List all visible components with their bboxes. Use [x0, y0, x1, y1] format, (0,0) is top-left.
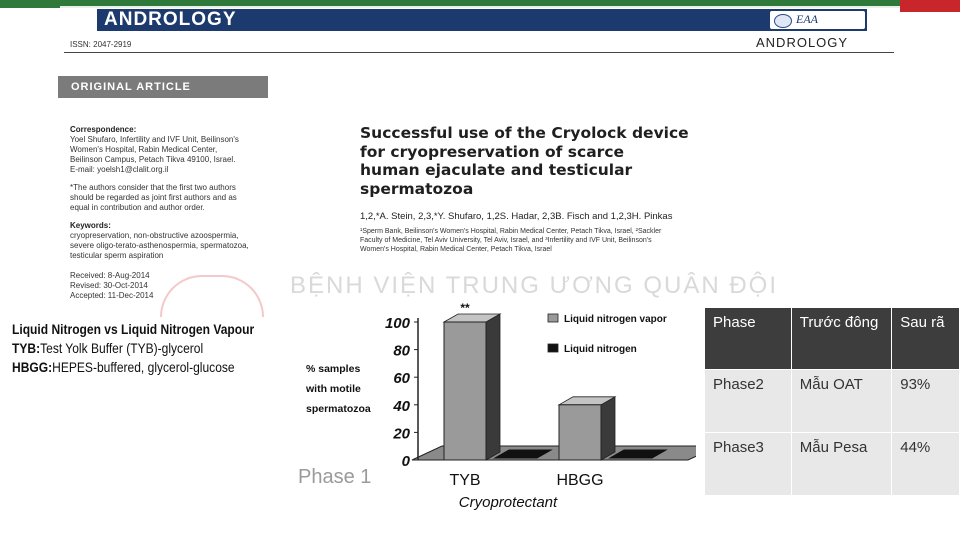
y-tick-label: 40 — [393, 397, 410, 415]
date-accepted: Accepted: 11-Dec-2014 — [70, 291, 154, 300]
author-note-line: should be regarded as joint first authors and as — [70, 193, 237, 202]
legend-label: Liquid nitrogen — [564, 344, 637, 355]
table-cell: Mẫu Pesa — [791, 433, 891, 496]
affiliation-line: Women's Hospital, Rabin Medical Center, Petach Tikva, Israel — [360, 246, 552, 253]
correspondence-line: Women's Hospital, Rabin Medical Center, — [70, 145, 218, 154]
significance-annotation: ** — [460, 301, 470, 315]
y-axis-label: spermatozoa — [306, 403, 371, 415]
table-header-cell: Phase — [705, 308, 792, 370]
keywords-line: severe oligo-terato-asthenospermia, spermatozoa, — [70, 241, 249, 250]
keywords-heading: Keywords: — [70, 221, 111, 230]
top-bar-green-left — [0, 0, 60, 8]
top-bar-stripe — [60, 6, 900, 8]
correspondence-line: Yoel Shufaro, Infertility and IVF Unit, Beilinson's — [70, 135, 239, 144]
eaa-logo — [770, 11, 865, 29]
results-table — [704, 307, 960, 496]
title-line: human ejaculate and testicular — [360, 161, 633, 179]
table-row — [705, 370, 960, 433]
author-note-line: *The authors consider that the first two authors — [70, 183, 236, 192]
society-seal-icon — [774, 14, 792, 28]
x-axis-label: Cryoprotectant — [458, 494, 558, 511]
affiliation-line: ¹Sperm Bank, Beilinson's Women's Hospital, Rabin Medical Center, Petach Tikva, Israel, ²Sackler — [360, 228, 662, 235]
keywords-line: testicular sperm aspiration — [70, 251, 164, 260]
article-type-label: ORIGINAL ARTICLE — [58, 76, 268, 98]
table-cell: 44% — [892, 433, 960, 496]
hbgg-definition: HEPES-buffered, glycerol-glucose — [52, 359, 235, 375]
hospital-watermark: BỆNH VIỆN TRUNG ƯƠNG QUÂN ĐỘI — [290, 272, 779, 299]
bar-hbgg — [559, 405, 601, 460]
journal-logo: ANDROLOGY — [104, 9, 237, 30]
table-header-row — [705, 308, 960, 370]
keywords-line: cryopreservation, non-obstructive azoospermia, — [70, 231, 239, 240]
title-line: for cryopreservation of scarce — [360, 142, 625, 161]
bar-side — [486, 314, 500, 460]
x-tick-label: HBGG — [556, 472, 604, 489]
table-header-cell: Sau rã — [892, 308, 960, 370]
table-cell: 93% — [892, 370, 960, 433]
x-tick-label: TYB — [449, 472, 481, 489]
legend-label: Liquid nitrogen vapor — [564, 314, 667, 325]
journal-name-right: ANDROLOGY — [756, 35, 849, 50]
author-affiliations — [360, 227, 900, 254]
eaa-logo-text: EAA — [796, 12, 818, 26]
bar-tyb — [444, 322, 486, 460]
title-line: spermatozoa — [360, 179, 474, 198]
y-axis-label: % samples — [306, 363, 361, 375]
affiliation-line: Faculty of Medicine, Tel Aviv University, Tel Aviv, Israel, and ³Infertility and IVF Unit, Beilinson's — [360, 237, 652, 244]
table-header-cell: Trước đông — [791, 308, 891, 370]
date-received: Received: 8-Aug-2014 — [70, 271, 150, 280]
table-cell: Phase3 — [705, 433, 792, 496]
y-tick-label: 100 — [384, 315, 410, 332]
legend-swatch — [548, 314, 558, 322]
correspondence-email: E-mail: yoelsh1@clalit.org.il — [70, 165, 169, 174]
tyb-definition: Test Yolk Buffer (TYB)-glycerol — [40, 340, 204, 356]
y-tick-label: 80 — [393, 342, 410, 360]
legend-swatch — [548, 344, 558, 352]
issn: ISSN: 2047-2919 — [70, 40, 132, 49]
y-axis-label: with motile — [306, 383, 361, 395]
author-note-line: equal in contribution and author order. — [70, 203, 205, 212]
correspondence-heading: Correspondence: — [70, 125, 137, 134]
hbgg-abbr: HBGG: — [12, 359, 53, 375]
title-line: Successful use of the Cryolock device — [360, 124, 689, 142]
y-tick-label: 20 — [393, 425, 410, 443]
date-revised: Revised: 30-Oct-2014 — [70, 281, 148, 290]
tyb-abbr: TYB: — [12, 340, 41, 356]
table-cell: Mẫu OAT — [791, 370, 891, 433]
article-title — [360, 124, 900, 198]
correspondence-line: Beilinson Campus, Petach Tikva 49100, Israel. — [70, 155, 236, 164]
y-tick-label: 60 — [393, 370, 410, 388]
header-divider — [64, 52, 894, 53]
y-tick-label: 0 — [401, 453, 410, 470]
notes-heading: Liquid Nitrogen vs Liquid Nitrogen Vapour — [12, 321, 255, 337]
slide-notes — [12, 320, 302, 377]
article-authors: 1,2,*A. Stein, 2,3,*Y. Shufaro, 1,2S. Hadar, 2,3B. Fisch and 1,2,3H. Pinkas — [360, 211, 673, 222]
table-cell: Phase2 — [705, 370, 792, 433]
bar-side — [601, 397, 615, 460]
table-row — [705, 433, 960, 496]
top-bar-red-right — [900, 0, 960, 12]
phase-label: Phase 1 — [298, 466, 372, 488]
